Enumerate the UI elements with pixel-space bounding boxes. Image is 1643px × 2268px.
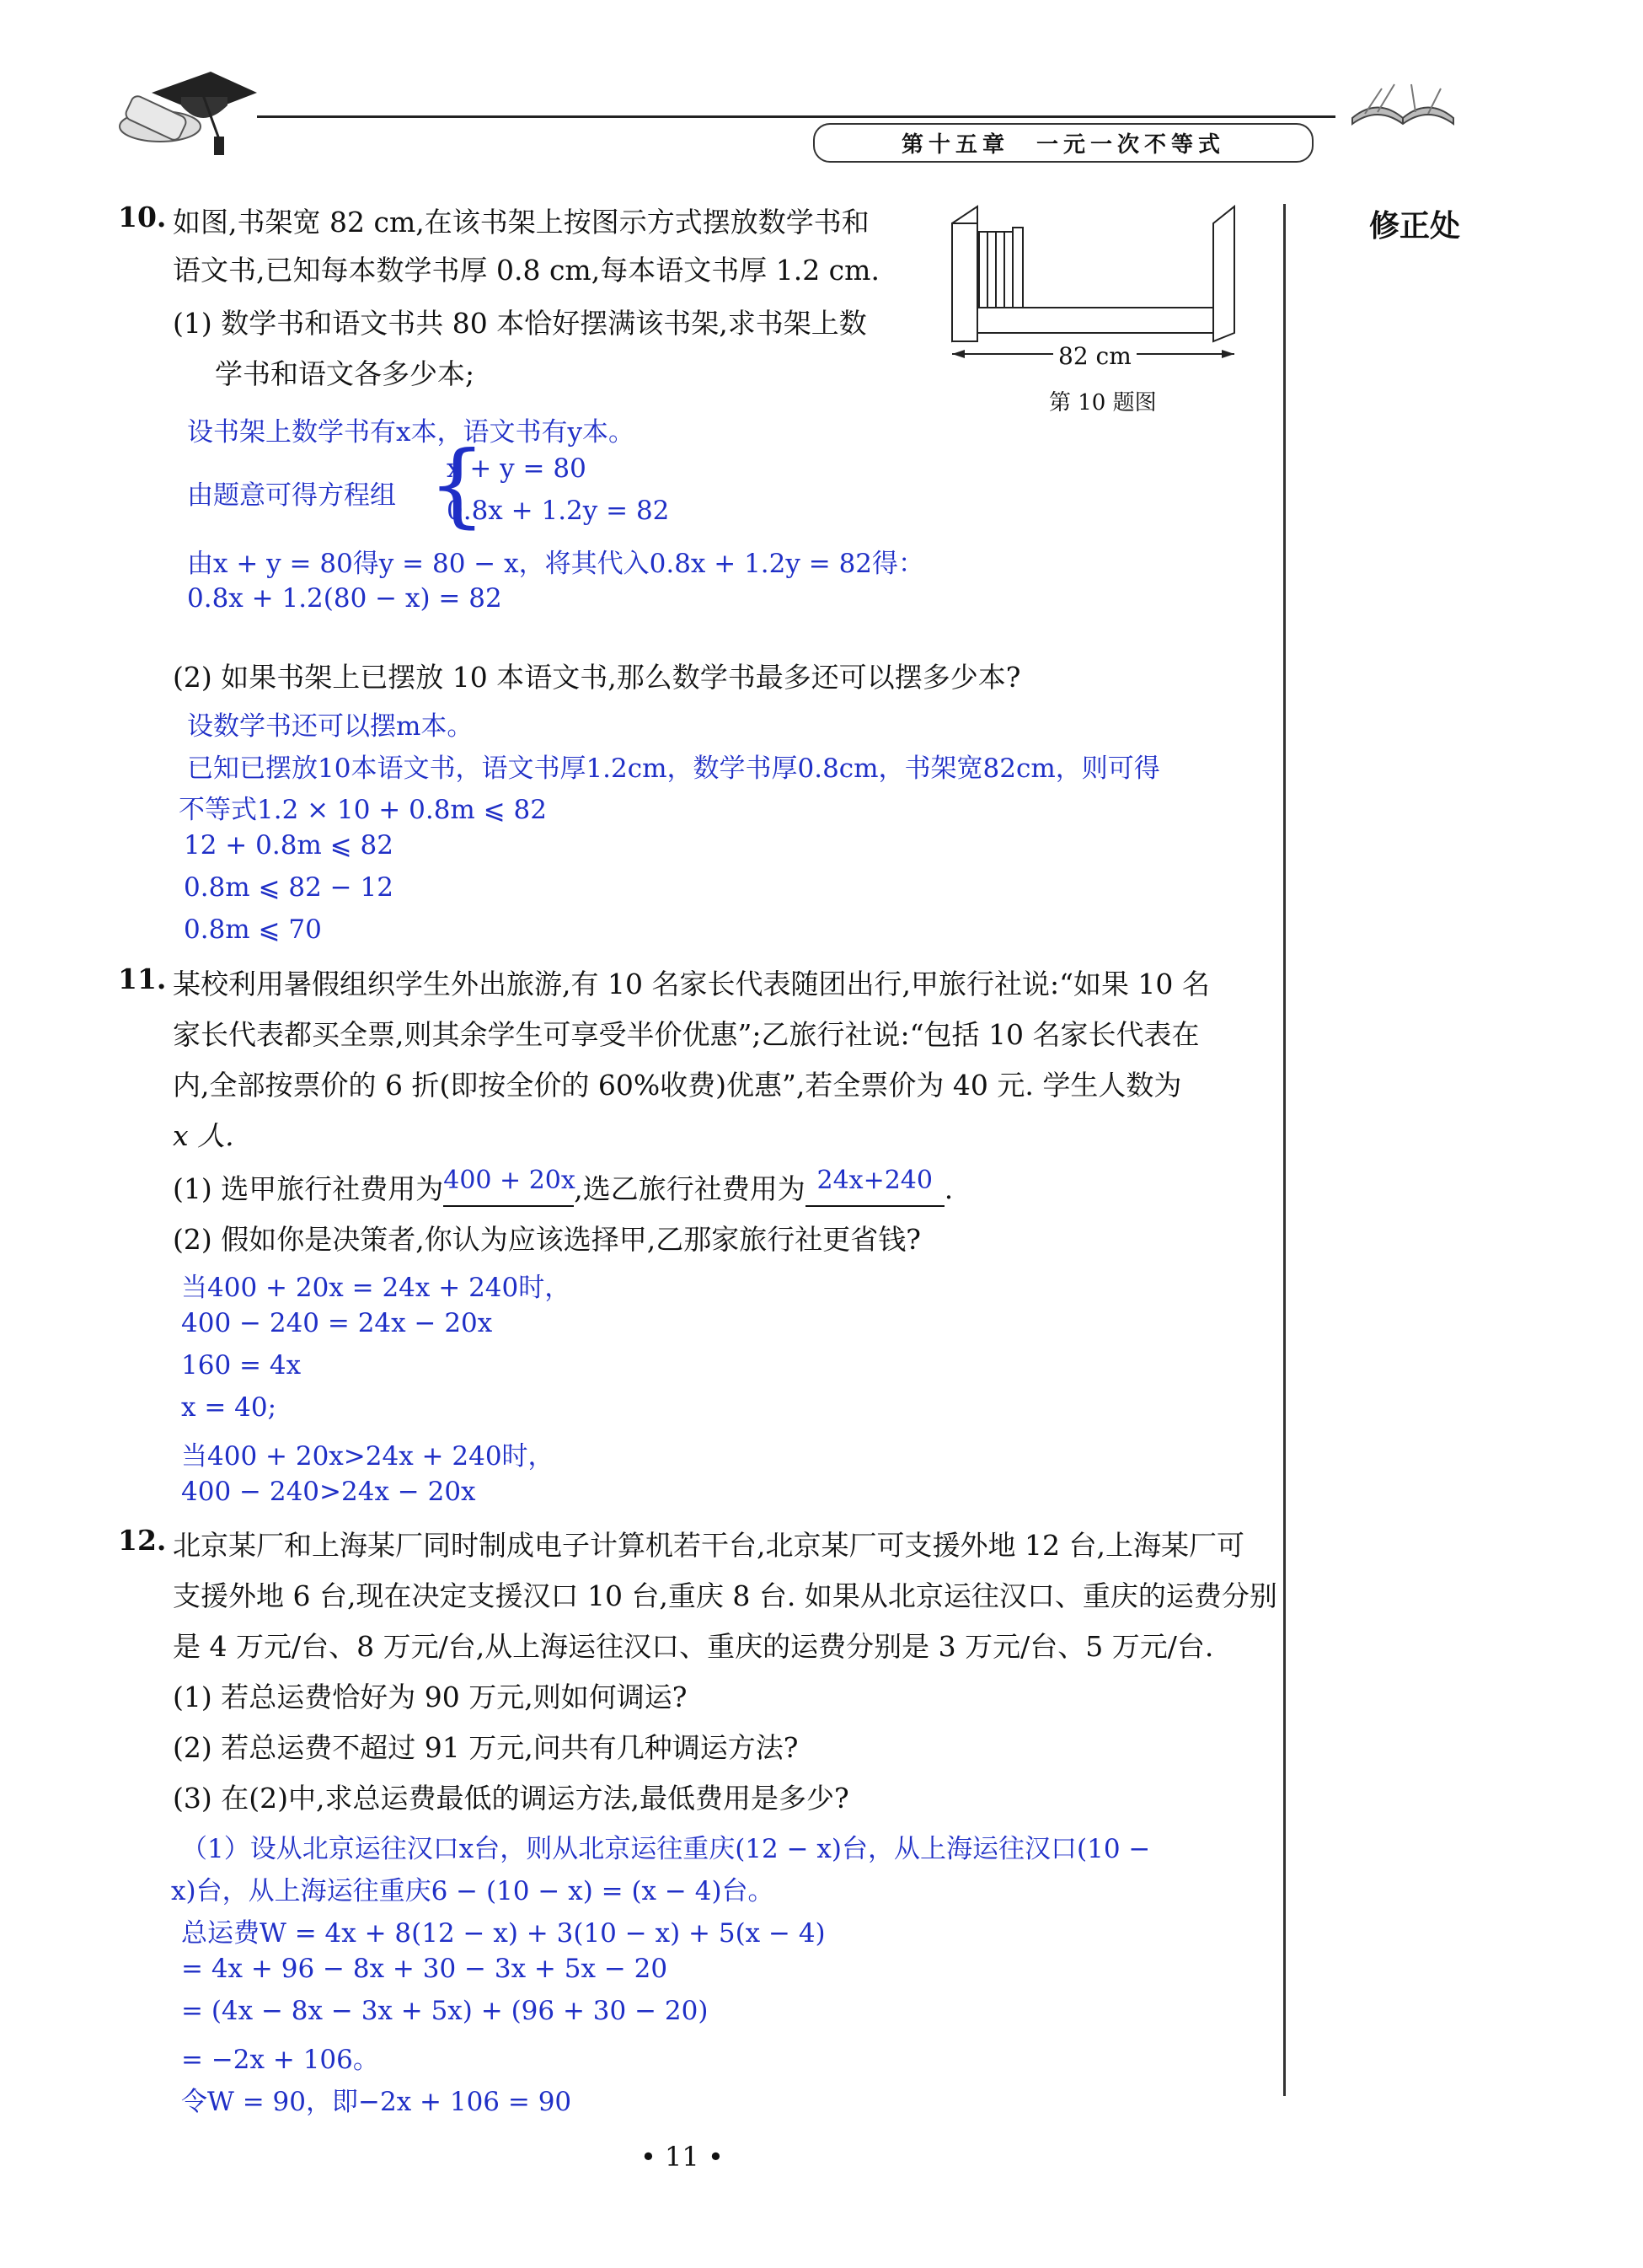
q11-blank-1-answer: 400 + 20x — [443, 1166, 575, 1195]
open-book-icon — [1348, 80, 1458, 131]
q10-text-line-2: 语文书,已知每本数学书厚 0.8 cm,每本语文书厚 1.2 cm. — [173, 254, 880, 287]
q10-answer2-line-3: 不等式1.2 × 10 + 0.8m ⩽ 82 — [179, 795, 547, 825]
q12-answer-line-7: 令W = 90，即−2x + 106 = 90 — [181, 2087, 572, 2117]
q11-answer-line-2: 400 − 240 = 24x − 20x — [181, 1308, 493, 1338]
q12-text-line-2: 支援外地 6 台,现在决定支援汉口 10 台,重庆 8 台. 如果从北京运往汉口、重庆的运费分别 — [173, 1579, 1277, 1612]
question-11-number: 11. — [118, 962, 167, 995]
q11-answer-line-1: 当400 + 20x = 24x + 240时， — [181, 1273, 571, 1303]
q11-part1-suffix: . — [944, 1172, 954, 1205]
q10-answer1-line-2: 由题意可得方程组 — [187, 480, 396, 511]
question-10-number: 10. — [118, 201, 167, 233]
page-number: • 11 • — [640, 2141, 724, 2173]
q11-text-line-1: 某校利用暑假组织学生外出旅游,有 10 名家长代表随团出行,甲旅行社说:“如果 10 名 — [173, 968, 1210, 1000]
q11-blank-2 — [805, 1166, 945, 1207]
q10-answer1-line-3: 由x + y = 80得y = 80 − x，将其代入0.8x + 1.2y = 82得： — [187, 549, 925, 579]
q11-answer-line-3: 160 = 4x — [181, 1350, 302, 1381]
q11-blank-1 — [443, 1166, 575, 1207]
q10-answer2-line-6: 0.8m ⩽ 70 — [184, 914, 322, 945]
q10-answer1-line-4: 0.8x + 1.2(80 − x) = 82 — [187, 583, 502, 614]
brace-symbol: { — [428, 432, 486, 538]
q11-text-line-3: 内,全部按票价的 6 折(即按全价的 60%收费)优惠”,若全票价为 40 元. 学生人数为 — [173, 1069, 1182, 1102]
q11-answer-line-6: 400 − 240>24x − 20x — [181, 1477, 476, 1507]
q12-answer-line-4: = 4x + 96 − 8x + 30 − 3x + 5x − 20 — [181, 1954, 668, 1984]
q10-answer2-line-4: 12 + 0.8m ⩽ 82 — [184, 830, 393, 861]
q10-part1-line-2: 学书和语文各多少本; — [215, 357, 475, 390]
q12-part1: (1) 若总运费恰好为 90 万元,则如何调运? — [173, 1681, 688, 1713]
q12-part2: (2) 若总运费不超过 91 万元,问共有几种调运方法? — [173, 1731, 799, 1764]
q11-blank-2-answer: 24x+240 — [816, 1166, 933, 1195]
q10-answer2-line-1: 设数学书还可以摆m本。 — [187, 711, 474, 742]
q12-answer-line-2: x)台，从上海运往重庆6 − (10 − x) = (x − 4)台。 — [171, 1876, 774, 1906]
q10-text-line-1: 如图,书架宽 82 cm,在该书架上按图示方式摆放数学书和 — [173, 206, 870, 239]
q11-part1-middle: ,选乙旅行社费用为 — [574, 1172, 805, 1205]
figure-width-label: 82 cm — [1053, 342, 1137, 370]
q10-part1-line-1: (1) 数学书和语文书共 80 本恰好摆满该书架,求书架上数 — [173, 307, 867, 340]
graduation-cap-icon — [101, 59, 261, 160]
q10-answer1-line-1: 设书架上数学书有x本，语文书有y本。 — [187, 417, 634, 448]
q10-part2: (2) 如果书架上已摆放 10 本语文书,那么数学书最多还可以摆多少本? — [173, 661, 1021, 694]
equation-2: 0.8x + 1.2y = 82 — [447, 496, 670, 526]
correction-label: 修正处 — [1369, 209, 1461, 244]
figure-caption: 第 10 题图 — [1049, 390, 1157, 416]
q11-text-line-4: x 人. — [173, 1119, 234, 1152]
margin-divider — [1283, 204, 1286, 2096]
q11-part1-line — [173, 1167, 953, 1207]
q11-part2: (2) 假如你是决策者,你认为应该选择甲,乙那家旅行社更省钱? — [173, 1223, 921, 1256]
q11-text-line-2: 家长代表都买全票,则其余学生可享受半价优惠”;乙旅行社说:“包括 10 名家长代表在 — [173, 1018, 1200, 1051]
q11-answer-line-4: x = 40; — [181, 1392, 277, 1423]
q10-answer2-line-5: 0.8m ⩽ 82 − 12 — [184, 872, 393, 903]
bookshelf-figure — [944, 194, 1247, 362]
q12-part3: (3) 在(2)中,求总运费最低的调运方法,最低费用是多少? — [173, 1782, 849, 1815]
equation-1: x + y = 80 — [447, 453, 586, 484]
q11-answer-line-5: 当400 + 20x>24x + 240时， — [181, 1441, 554, 1472]
q12-text-line-1: 北京某厂和上海某厂同时制成电子计算机若干台,北京某厂可支援外地 12 台,上海某厂可 — [173, 1529, 1244, 1562]
header-rule — [257, 115, 1335, 118]
chapter-title: 第十五章 一元一次不等式 — [813, 123, 1314, 163]
q10-answer2-line-2: 已知已摆放10本语文书，语文书厚1.2cm，数学书厚0.8cm，书架宽82cm，则可得 — [187, 753, 1160, 784]
q12-answer-line-5: = (4x − 8x − 3x + 5x) + (96 + 30 − 20) — [181, 1996, 709, 2026]
q12-answer-line-1: （1）设从北京运往汉口x台，则从北京运往重庆(12 − x)台，从上海运往汉口(10 − — [181, 1834, 1151, 1864]
q12-answer-line-3: 总运费W = 4x + 8(12 − x) + 3(10 − x) + 5(x − 4) — [181, 1918, 826, 1949]
q11-part1-prefix: (1) 选甲旅行社费用为 — [173, 1172, 444, 1205]
question-12-number: 12. — [118, 1524, 167, 1557]
q12-text-line-3: 是 4 万元/台、8 万元/台,从上海运往汉口、重庆的运费分别是 3 万元/台、5 万元/台. — [173, 1630, 1214, 1663]
q12-answer-line-6: = −2x + 106。 — [181, 2045, 379, 2075]
